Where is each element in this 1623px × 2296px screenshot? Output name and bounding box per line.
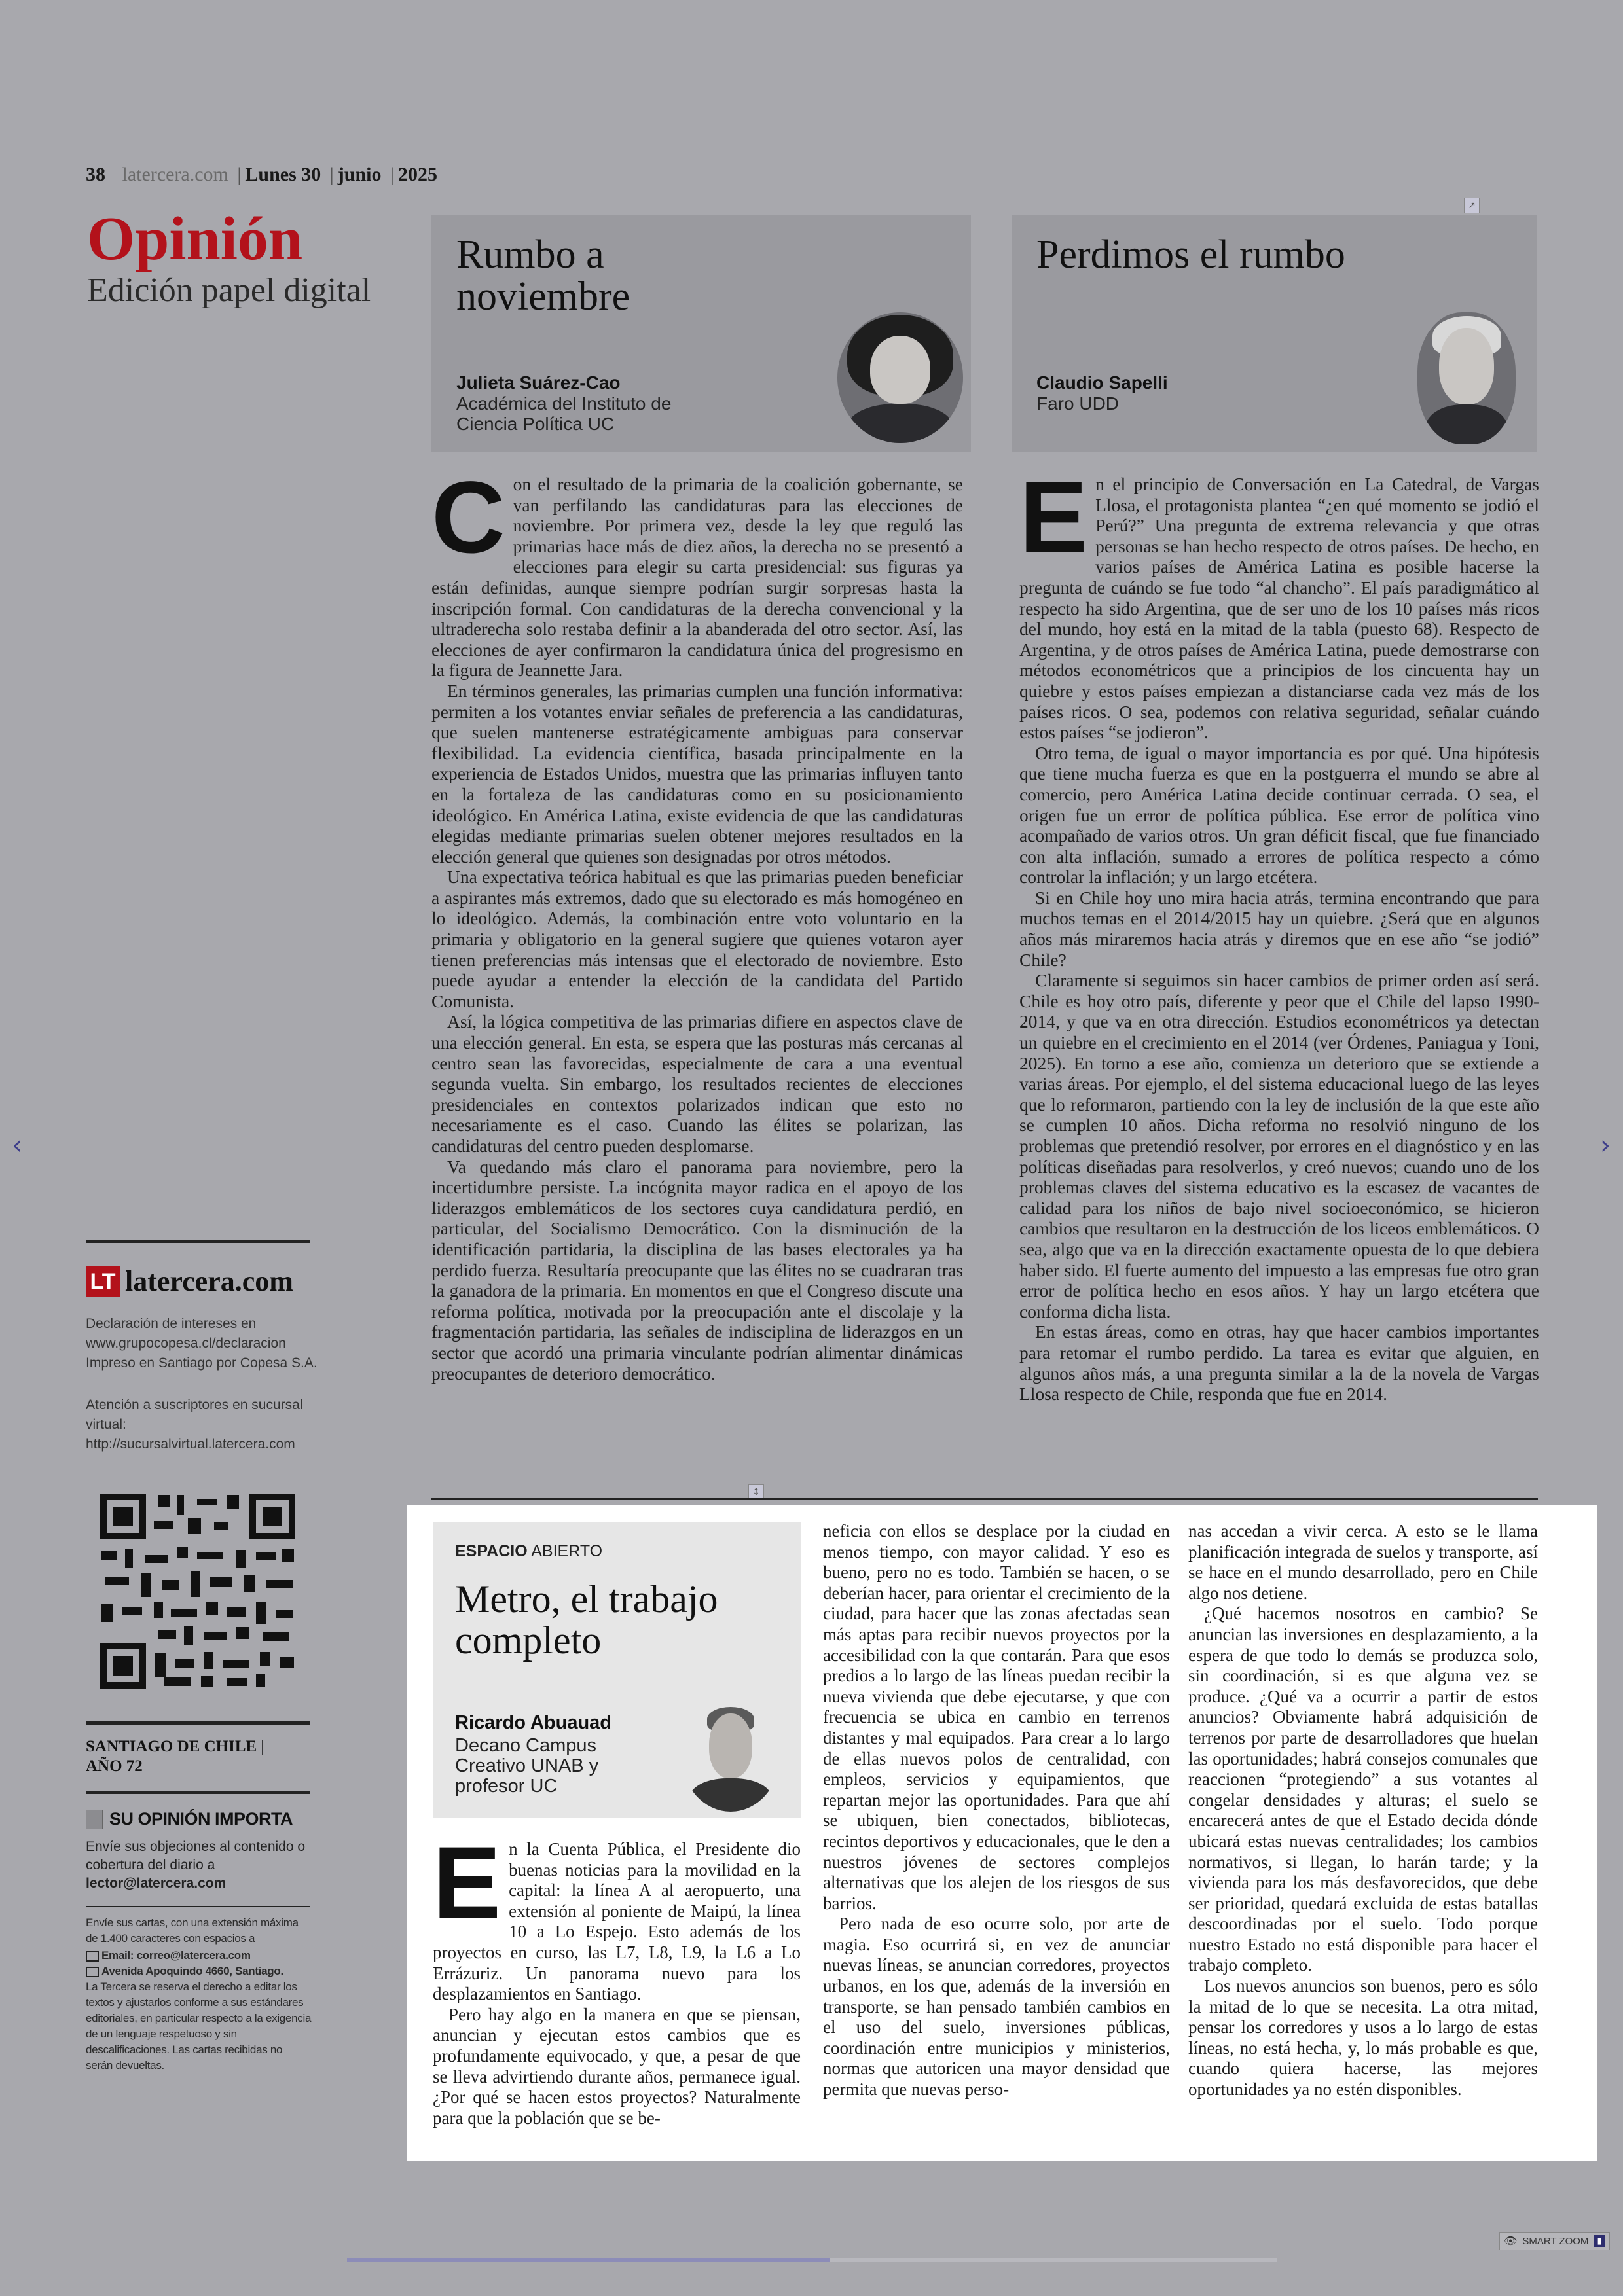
article-paragraph: n la Cuenta Pública, el Presidente dio buenas noticias para la movilidad en la capital: la línea A al aeropuerto, una extensión al poniente de Maipú, la línea 10 a Lo Espejo. Esto además de los proyectos en curso, las L7, L8, L9, la L6 a Lo Errázuriz. Un panorama nuevo para los desplazamientos en Santiago. — [433, 1839, 801, 2004]
year-line: AÑO 72 — [86, 1757, 143, 1775]
article-paragraph: on el resultado de la primaria de la coalición gobernante, se van perfilando las candidaturas para las elecciones de noviembre. Por primera vez, desde la ley que reguló las primarias hace más de diez años, la derecha no se presentó a elecciones para elegir su carta presidencial: sus figuras ya están definidas, aunque siempre podrían surgir sorpresas hasta la inscripción formal. Con candidaturas de la derecha convencional y la ultraderecha solo restaba definir a la abanderada del otro sector. Así, las elecciones de ayer confirmaron la candidatura única del progresismo en la figura de Jeannette Jara. — [431, 474, 963, 681]
drop-cap: E — [1019, 461, 1088, 575]
header-year: 2025 — [398, 164, 438, 185]
author-role: Decano Campus Creativo UNAB y profesor UC — [455, 1735, 599, 1797]
article-paragraph: Pero hay algo en la manera en que se piensan, anuncian y ejecutan estos cambios que es profundamente equivocado, y que, a pesar de que se lleva advirtiendo durante años, permanece igual. ¿Por qué se hacen estos proyectos? Naturalmente para que la población que se be- — [433, 2004, 801, 2128]
author-name: Claudio Sapelli — [1036, 372, 1168, 393]
declaration-text: Declaración de intereses en www.grupocopesa.cl/declaracion Impreso en Santiago por Copesa S.A. — [86, 1316, 318, 1371]
sidebar-rule — [86, 1791, 310, 1794]
mailbox-icon — [86, 1967, 99, 1977]
page-number: 38 — [86, 164, 105, 185]
author-name: Julieta Suárez-Cao — [456, 372, 621, 393]
previous-page-arrow[interactable]: ‹ — [12, 1130, 22, 1160]
opinion-contact-text: Envíe sus objeciones al contenido o cobertura del diario a — [86, 1839, 306, 1873]
document-icon — [86, 1810, 103, 1829]
article-paragraph: nas accedan a vivir cerca. A esto se le llama planificación integrada de suelos y transporte, así se hace en el mundo desarrollado, pero en Chile algo nos detiene. — [1188, 1521, 1538, 1603]
city-line: SANTIAGO DE CHILE | — [86, 1738, 264, 1755]
drop-cap: C — [431, 461, 505, 575]
article-body-rumbo — [431, 461, 963, 1384]
eye-icon: 👁 — [1504, 2236, 1518, 2247]
article-col-3 — [1188, 1521, 1538, 2100]
article-title: Rumbo a noviembre — [456, 232, 630, 319]
article-paragraph: Va quedando más claro el panorama para noviembre, pero la incertidumbre persiste. La incógnita mayor radica en el apoyo de los liderazgos emblemáticos de los sectores cuya candidatura perdió, en particular, del Socialismo Democrático. Con la disminución de la identificación partidaria, la disciplina de las bases electorales ya ha perdido fuerza. Resultaría preocupante que las élites no se cuadraran tras la ganadora de la primaria. En momentos en que el Congreso discute una reforma política, motivada por la preocupación ante el discolaje y la fragmentación partidaria, las señales de indisciplina de liderazgos en un sector que acordó una primaria vinculante podrían alimentar dinámicas preocupantes de deterioro democrático. — [431, 1156, 963, 1384]
section-title: Opinión — [87, 205, 303, 273]
article-paragraph: Pero nada de eso ocurre solo, por arte de magia. Eso ocurrirá si, en vez de anunciar nuevas líneas, se anuncian corredores, proyectos urbanos, en los que, además de la inversión en transporte, se han pensado también cambios en el uso del suelo, inversiones públicas, coordinación entre municipios y ministerios, normas que autoricen una mayor densidad que permita que nuevas perso- — [823, 1914, 1170, 2100]
article-paragraph: n el principio de Conversación en La Catedral, de Vargas Llosa, el protagonista plantea “¿en qué momento se jodió el Perú?” Una pregunta de extrema relevancia y que otras personas se han hecho respecto de otros países. De hecho, en varios países de América Latina es posible hacerse la pregunta de cuándo se fue todo “al chancho”. El país paradigmático al respecto ha sido Argentina, que de ser uno de los 10 países más ricos del mundo, hoy está en la mitad de la tabla (puesto 68). Respecto de Argentina, y de otros países de América Latina, puede demostrarse con métodos econométricos que a principios de los cincuenta hay un quiebre y estos países empiezan a distanciarse cada vez más de los países ricos. O sea, podemos con relativa seguridad, señalar cuándo estos países “se jodieron”. — [1019, 474, 1539, 743]
article-col-2 — [823, 1521, 1170, 2100]
opinion-contact-block — [86, 1838, 315, 1893]
edit-handle-icon[interactable]: ↕ — [748, 1484, 764, 1500]
letters-disclaimer: La Tercera se reserva el derecho a editar los textos y ajustarlos conforme a sus estándares editoriales, en particular respecto a la exigencia de un lenguaje respetuoso y sin descalificaciones. Las cartas recibidas no serán devueltas. — [86, 1981, 312, 2072]
section-subtitle: Edición papel digital — [87, 272, 371, 309]
letters-block — [86, 1915, 312, 2073]
article-paragraph: En estas áreas, como en otras, hay que hacer cambios importantes para retomar el rumbo perdido. La tarea es evitar que alguien, en algunos años más, a una pregunta similar a la de la novela de Vargas Llosa respecto de Chile, responda que fue en 2014. — [1019, 1321, 1539, 1405]
letters-email[interactable]: Email: correo@latercera.com — [86, 1948, 312, 1964]
article-title: Metro, el trabajo completo — [455, 1577, 718, 1662]
smart-zoom-label: SMART ZOOM — [1522, 2235, 1589, 2247]
edit-handle-icon[interactable]: ↗ — [1464, 198, 1480, 213]
author-role: Académica del Instituto de Ciencia Política UC — [456, 393, 672, 434]
lt-logo-mark: LT — [86, 1266, 120, 1297]
article-paragraph: neficia con ellos se desplace por la ciudad en menos tiempo, con mayor calidad. Y eso es bueno, pero no es todo. También se hacen, o se deberían hacer, para orientar el crecimiento de la ciudad, para hacer que las zonas afectadas sean más aptas para recibir nuevos proyectos por la accesibilidad con la que contarán. Para que esos predios a lo largo de las líneas puedan recibir la nueva vivienda que debe ejecutarse, y que con frecuencia se ubica en cambio en terrenos distantes y mal equipados. Para crear a lo largo de ellas nuevos polos de centralidad, con empleos, servicios y equipamientos, que repartan mejor las oportunidades. Para que ahí se ubiquen, bien conectados, bibliotecas, recintos deportivos y educacionales, que le den a nuestros jóvenes de sectores complejos alternativas que los alejen de los riesgos de sus barrios. — [823, 1521, 1170, 1913]
article-title: Perdimos el rumbo — [1036, 232, 1345, 277]
author-name: Ricardo Abuauad — [455, 1712, 612, 1733]
article-paragraph: ¿Qué hacemos nosotros en cambio? Se anuncian las inversiones en desplazamiento, a la espera de que todo lo demás se produzca solo, sin coordinación, si es que alguna vez se produce. ¿Qué va a ocurrir a partir de estos anuncios? Obviamente habrá adquisición de terrenos por parte de desarrolladores que huelan las oportunidades; habrá consejos comunales que reaccionen “protegiendo” a sus votantes al congelar densidades y alturas; el suelo se encarecerá antes de que el Estado decida dónde ubicará estas nuevas centralidades; los cambios normativos, si llegan, lo harán tarde; y la vivienda para los más desfavorecidos, que debe ser prioridad, quedará excluida de estas batallas descoordinadas por el suelo. Todo porque nuestro Estado no está disponible para hacer el trabajo completo. — [1188, 1604, 1538, 1975]
article-paragraph: Si en Chile hoy uno mira hacia atrás, termina encontrando que para muchos temas en el 2014/2015 hay un quiebre. ¿Será que en algunos años más miraremos hacia atrás y diremos que en ese año “se jodió” Chile? — [1019, 887, 1539, 970]
city-year-block — [86, 1737, 264, 1776]
page-header: 38 latercera.com | Lunes 30 | junio | 2025 — [86, 164, 438, 185]
header-day: Lunes 30 — [245, 164, 321, 185]
page-indicator-icon: ▮ — [1594, 2235, 1605, 2247]
latercera-logo[interactable] — [86, 1265, 293, 1298]
espacio-abierto-header — [433, 1522, 801, 1818]
opinion-matters-title: SU OPINIÓN IMPORTA — [109, 1809, 293, 1829]
author-portrait — [837, 312, 963, 443]
article-col-1 — [433, 1826, 801, 2128]
article-header-rumbo — [431, 215, 971, 452]
drop-cap: E — [433, 1826, 501, 1940]
article-paragraph: Una expectativa teórica habitual es que las primarias pueden beneficiar a aspirantes más extremos, dado que su electorado es más homogéneo en lo ideológico. Además, la combinación entre voto voluntario en la primaria y obligatorio en la general sugiere que quienes votaron ayer tienen preferencias más intensas que el electorado de noviembre. Esto puede ayudar a entender la elección de la candidata del Partido Comunista. — [431, 867, 963, 1011]
qr-code — [99, 1492, 297, 1690]
envelope-icon — [86, 1951, 99, 1962]
opinion-email-link[interactable]: lector@latercera.com — [86, 1876, 227, 1891]
author-portrait — [682, 1700, 780, 1812]
letters-address: Avenida Apoquindo 4660, Santiago. — [86, 1964, 312, 1979]
article-paragraph: Los nuevos anuncios son buenos, pero es sólo la mitad de lo que se necesita. La otra mitad, pensar los corredores y usos a lo largo de estas líneas, no está hecha, y, lo más probable es que, cuando quiera hacerse, las mejores oportunidades ya no estén disponibles. — [1188, 1976, 1538, 2100]
subscriber-attention-text: Atención a suscriptores en sucursal virtual: http://sucursalvirtual.latercera.com — [86, 1397, 303, 1452]
sidebar-rule — [86, 1906, 310, 1907]
article-paragraph: Así, la lógica competitiva de las primarias difiere en aspectos clave de una elección general. En esta, se espera que las posturas más cercanas al centro sean las favorecidas, especialmente de cara a una eventual segunda vuelta. Sin embargo, los resultados recientes de elecciones presidenciales en contextos polarizados indican que esto no necesariamente es el caso. Cuando las élites se polarizan, las candidaturas del centro pueden desplomarse. — [431, 1011, 963, 1156]
opinion-matters-header — [86, 1809, 293, 1829]
lt-logo-name: latercera.com — [125, 1265, 293, 1297]
author-portrait — [1417, 312, 1516, 444]
article-paragraph: Otro tema, de igual o mayor importancia es por qué. Una hipótesis que tiene mucha fuerza es que en la postguerra el mundo se abre al comercio, pero América Latina decide continuar cerrada. O sea, el origen fue un error de política pública. Ese error de política vino acompañado de varios otros. Un gran déficit fiscal, que fue financiado con alta inflación, sumado a errores de política respecto a cómo controlar la inflación; y un largo etcétera. — [1019, 742, 1539, 888]
site-name: latercera.com — [122, 164, 228, 185]
header-month: junio — [337, 164, 382, 185]
page-scrollbar[interactable] — [347, 2258, 1277, 2262]
sidebar-rule — [86, 1240, 310, 1243]
article-header-perdimos — [1012, 215, 1537, 452]
article-paragraph: Claramente si seguimos sin hacer cambios de primer orden así será. Chile es hoy otro país, diferente y peor que el Chile del lapso 1990-2014, y que va en otra dirección. Estudios econométricos ya detectan un quiebre en el crecimiento en el 2014 (ver Órdenes, Paniagua y Toni, 2025). En torno a ese año, comienza un deterioro que se extiende a varias áreas. Por ejemplo, el del sistema educacional luego de las leyes que lo reformaron, partiendo con la ley de inclusión de la que este año se cumplen 10 años. Dicha reforma no resolvió ninguno de los problemas que pretendió resolver, por errores en el diagnóstico y en las políticas diseñadas para resolverlos, y creó nuevos; cuando uno de los problemas claves del sistema educativo es la escasez de vacantes de calidad para los niños de bajo nivel socioeconómico, se hicieron cambios que resultaron en la destrucción de los liceos emblemáticos. O sea, algo que va en la dirección exactamente opuesta de lo que debiera haber sido. El fuerte aumento del impuesto a las empresas fue otro gran error de política hecho en esos años. Y hay un largo etcétera que conforma dicha lista. — [1019, 970, 1539, 1321]
sidebar-rule — [86, 1721, 310, 1725]
smart-zoom-control[interactable] — [1499, 2232, 1610, 2250]
section-label: ESPACIO ABIERTO — [455, 1542, 603, 1560]
article-body-perdimos — [1019, 461, 1539, 1405]
section-divider — [431, 1498, 1538, 1500]
scrollbar-thumb[interactable] — [347, 2258, 830, 2262]
letters-text: Envíe sus cartas, con una extensión máxima de 1.400 caracteres con espacios a — [86, 1916, 299, 1945]
article-paragraph: En términos generales, las primarias cumplen una función informativa: permiten a los votantes enviar señales de preferencia a las candidaturas, que suelen mantenerse estratégicamente ambiguas para conservar flexibilidad. La evidencia científica, basada principalmente en la experiencia de Estados Unidos, muestra que las primarias influyen tanto en la fortaleza de las candidaturas como en su posicionamiento ideológico. En América Latina, existe evidencia de que las candidaturas elegidas mediante primarias suelen obtener mejores resultados en la elección general que quienes son designadas por otros métodos. — [431, 680, 963, 867]
author-role: Faro UDD — [1036, 393, 1120, 414]
next-page-arrow[interactable]: › — [1600, 1130, 1611, 1160]
